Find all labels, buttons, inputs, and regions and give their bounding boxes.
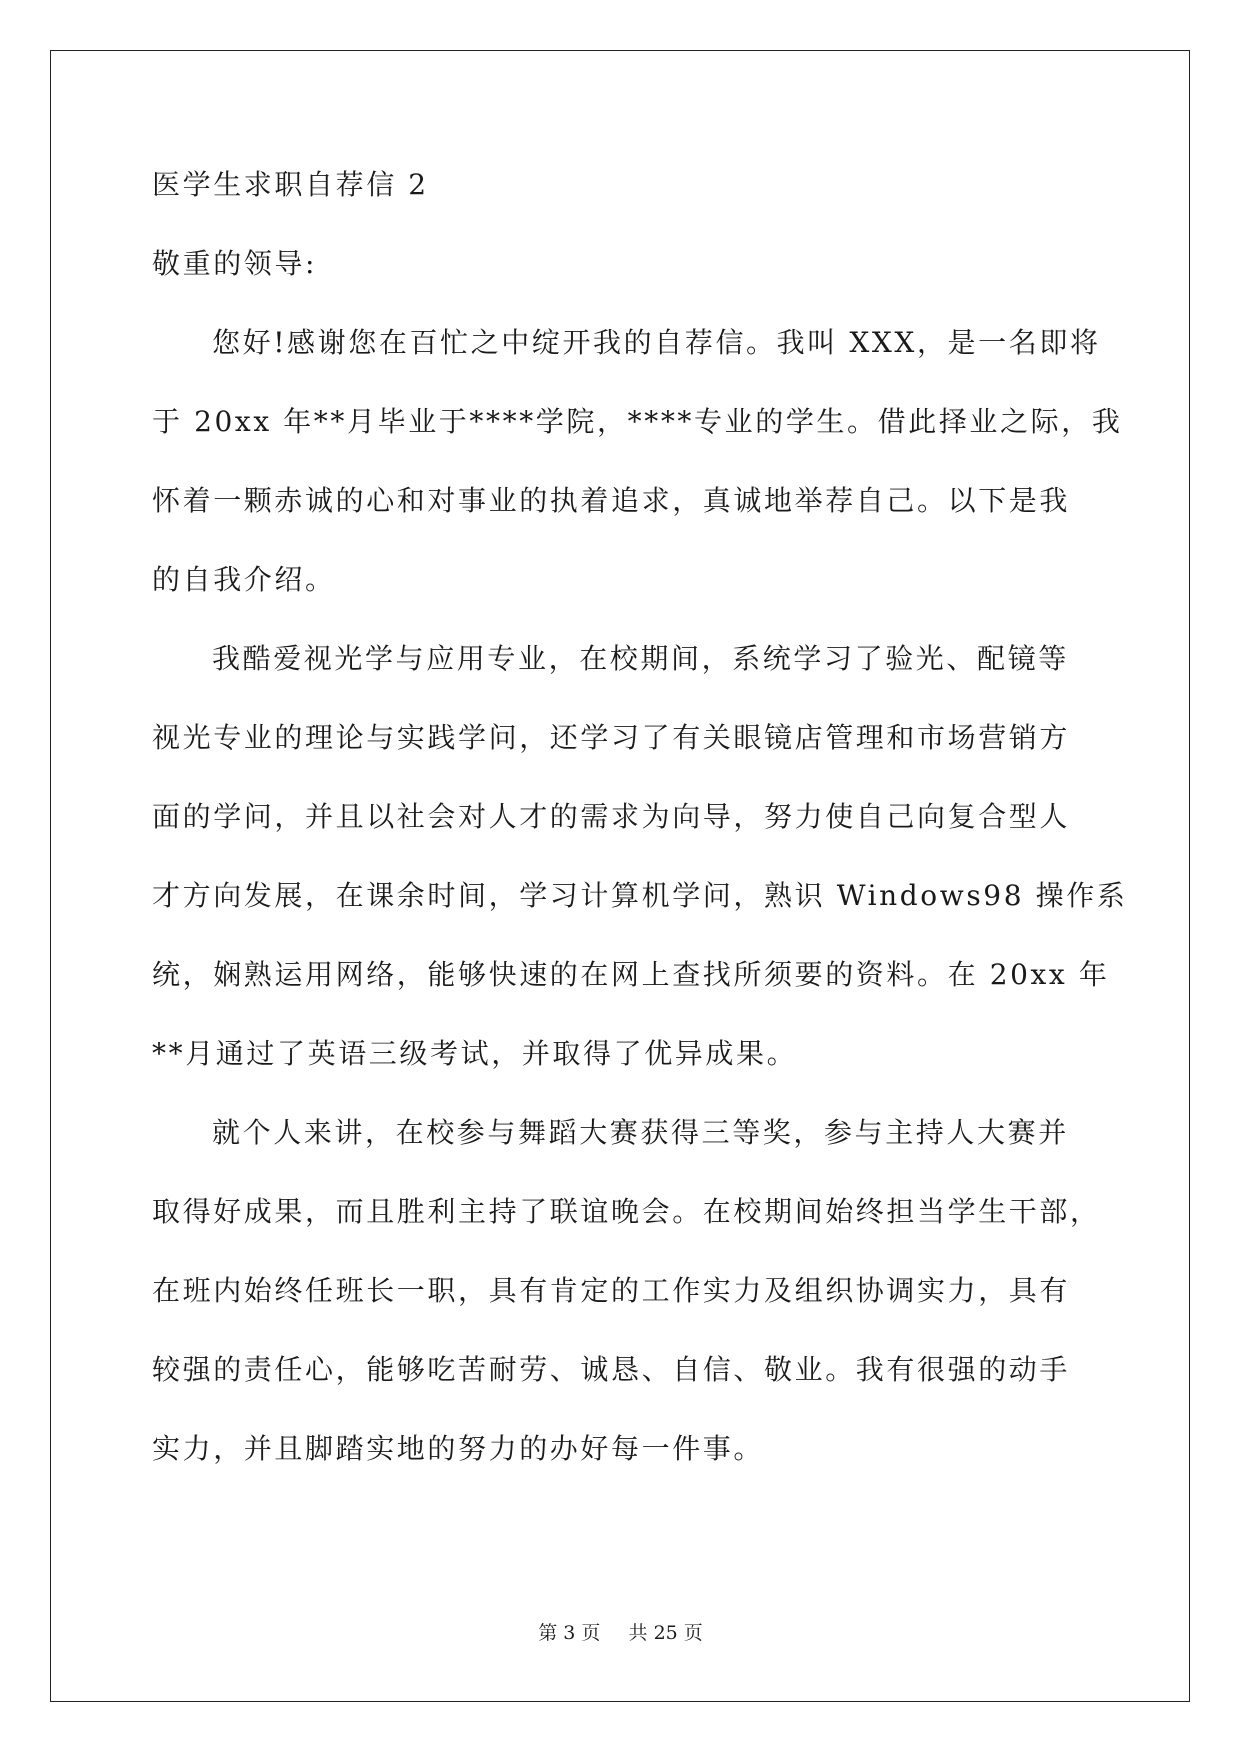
document-title: 医学生求职自荐信 2 [152, 168, 429, 201]
paragraph-line: 才方向发展，在课余时间，学习计算机学问，熟识 Windows98 操作系 [152, 879, 1128, 912]
paragraph-line: 怀着一颗赤诚的心和对事业的执着追求，真诚地举荐自己。以下是我 [152, 484, 1071, 517]
paragraph-line: **月通过了英语三级考试，并取得了优异成果。 [152, 1037, 798, 1070]
page-total: 共 25 页 [628, 1622, 703, 1644]
paragraph-line: 面的学问，并且以社会对人才的需求为向导，努力使自己向复合型人 [152, 800, 1071, 833]
paragraph-line: 在班内始终任班长一职，具有肯定的工作实力及组织协调实力，具有 [152, 1274, 1071, 1307]
page-number: 第 3 页 [538, 1622, 601, 1644]
paragraph-line: 视光专业的理论与实践学问，还学习了有关眼镜店管理和市场营销方 [152, 721, 1071, 754]
paragraph-line: 我酷爱视光学与应用专业，在校期间，系统学习了验光、配镜等 [212, 642, 1069, 675]
paragraph-line: 较强的责任心，能够吃苦耐劳、诚恳、自信、敬业。我有很强的动手 [152, 1353, 1071, 1386]
paragraph-line: 您好!感谢您在百忙之中绽开我的自荐信。我叫 XXX，是一名即将 [212, 326, 1101, 359]
paragraph-line: 就个人来讲，在校参与舞蹈大赛获得三等奖，参与主持人大赛并 [212, 1116, 1069, 1149]
paragraph-line: 于 20xx 年**月毕业于****学院，****专业的学生。借此择业之际，我 [152, 405, 1123, 438]
salutation: 敬重的领导: [152, 247, 318, 280]
paragraph-line: 实力，并且脚踏实地的努力的办好每一件事。 [152, 1432, 765, 1465]
paragraph-line: 统，娴熟运用网络，能够快速的在网上查找所须要的资料。在 20xx 年 [152, 958, 1110, 991]
paragraph-line: 取得好成果，而且胜利主持了联谊晚会。在校期间始终担当学生干部， [152, 1195, 1101, 1228]
page-footer [0, 1618, 1241, 1645]
paragraph-line: 的自我介绍。 [152, 563, 336, 596]
